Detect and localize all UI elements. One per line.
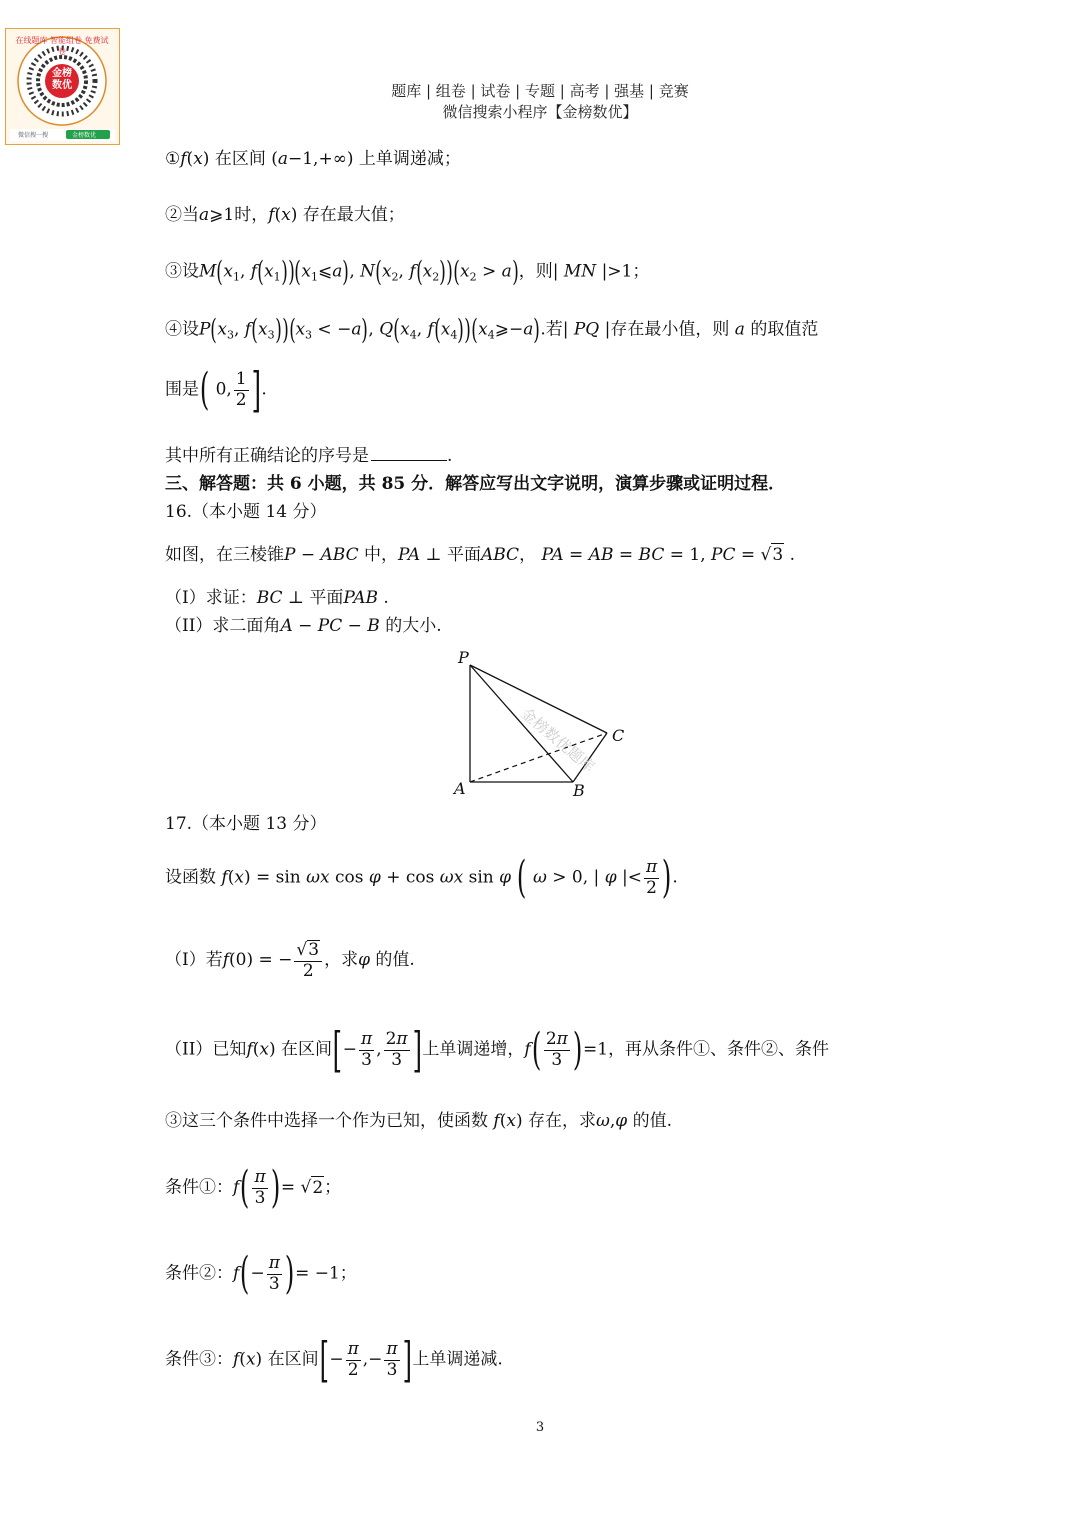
page-number: 3 xyxy=(535,1420,545,1435)
q16-stem-a: 如图，在三棱锥 xyxy=(165,545,284,565)
header-wechat: 微信搜索小程序【金榜数优】 xyxy=(442,103,638,121)
statement-2-tail: 存在最大值； xyxy=(302,205,405,225)
statement-1-tail: 上单调递减； xyxy=(358,149,461,169)
q17-part-2-tail2: ，再从条件①、条件②、条件 xyxy=(608,1039,830,1060)
answer-prompt-text: 其中所有正确结论的序号是 xyxy=(165,446,369,466)
fraction-pi-over-2: $\frac{\pi}{2}$ xyxy=(645,856,658,898)
q16-part-1-plane: 平面 xyxy=(309,588,344,608)
logo-center-line-1: 金榜 xyxy=(52,68,72,79)
statement-2-mid: 时， xyxy=(234,205,269,225)
figure-watermark: 金榜数优题库 xyxy=(517,704,598,776)
section-3-title: 三、解答题：共 6 小题，共 85 分．解答应写出文字说明，演算步骤或证明过程． xyxy=(165,474,786,494)
q16-part-2-label: （II）求二面角 xyxy=(165,616,281,636)
q16-part-2: （II）求二面角A − PC − B 的大小. xyxy=(165,616,442,636)
q17-part-2-cont: ③这三个条件中选择一个作为已知，使函数 f(x) 存在，求ω,φ 的值. xyxy=(165,1111,672,1131)
edge-PB xyxy=(470,665,573,782)
statement-1-mark: ① xyxy=(165,149,181,169)
header-nav: 题库 | 组卷 | 试卷 | 专题 | 高考 | 强基 | 竞赛 xyxy=(391,82,689,100)
fraction-neg-sqrt3-over-2: $\frac{√3}{2}$ xyxy=(294,940,322,981)
statement-2-mark: ②当 xyxy=(165,205,199,225)
condition-1-end: ； xyxy=(324,1177,342,1198)
q17-stem: 设函数 f(x) = sin ωx cos φ + cos ωx sin φ ( ω > 0, | φ |< $\frac{\pi}{2}$ ). xyxy=(165,852,678,903)
condition-2-end: ； xyxy=(339,1263,357,1284)
range-tail: . xyxy=(261,379,267,400)
logo-ring-text: 在线题库 智能组卷 免费试卷 xyxy=(15,36,109,56)
logo-footer-text: 微信搜一搜 xyxy=(18,132,49,139)
statement-4-mark: ④设 xyxy=(165,319,199,340)
q17-part-2-cont-b: 存在，求 xyxy=(527,1111,596,1131)
vertex-label-P: P xyxy=(458,648,469,667)
q16-stem: 如图，在三棱锥P − ABC 中，PA ⊥ 平面ABC， PA = AB = BC = 1, PC = √3 . xyxy=(165,543,795,568)
q17-part-2-cont-a: ③这三个条件中选择一个作为已知，使函数 xyxy=(165,1111,488,1131)
logo-center-line-2: 数优 xyxy=(52,80,72,91)
q17-part-1-tail2: 的值. xyxy=(375,950,415,971)
statement-4-tail2: 的取值范 xyxy=(750,319,819,340)
q16-stem-c: 平面 xyxy=(446,545,481,565)
q17-part-2-label: （II）已知 xyxy=(165,1039,247,1060)
q17-part-1: （I）若f(0) = − $\frac{√3}{2}$ ，求φ 的值. xyxy=(165,940,415,981)
statement-3-mark: ③设 xyxy=(165,261,199,282)
condition-3: 条件③：f(x) 在区间[− $\frac{\pi}{2}$ ,− $\frac{\pi}{3}$ ]上单调递减. xyxy=(165,1332,503,1388)
condition-2-label: 条件②： xyxy=(165,1263,233,1284)
q17-part-1-label: （I）若 xyxy=(165,950,223,971)
q17-part-2-tail: 上单调递增， xyxy=(422,1039,525,1060)
q16-part-2-tail: 的大小. xyxy=(385,616,442,636)
q17-part-2: （II）已知f(x) 在区间[− $\frac{\pi}{3}$ , $\frac{2\pi}{3}$ ]上单调递增，f( $\frac{2\pi}{3}$ )=1，再从条件①、条件②、条件 xyxy=(165,1022,830,1078)
condition-3-tail: 上单调递减. xyxy=(412,1349,503,1370)
vertex-label-C: C xyxy=(612,726,625,745)
q16-stem-b: 中， xyxy=(364,545,399,565)
q17-heading: 17.（本小题 13 分） xyxy=(165,814,327,834)
q16-heading: 16.（本小题 14 分） xyxy=(165,502,327,522)
statement-3: ③设$M(x_1$, $f(x_1))(x_1⩽a)$, $N(x_2$, $f(x_2))(x_2 > a)$，则| MN |>1； xyxy=(165,255,650,288)
answer-blank[interactable] xyxy=(371,459,447,461)
statement-4-tail: 存在最小值，则 xyxy=(610,319,730,340)
statement-4-range: 围是( 0, $\frac{1}{2}$ ]. xyxy=(165,362,267,418)
statement-4: ④设$P(x_3$, $f(x_3))(x_3 < -a)$, $Q(x_4$, $f(x_4))(x_4⩾-a)$.若| PQ |存在最小值，则 a 的取值范 xyxy=(165,313,819,346)
statement-4-mid: .若 xyxy=(540,319,563,340)
q17-part-1-tail: ，求 xyxy=(324,950,359,971)
condition-1-label: 条件①： xyxy=(165,1177,233,1198)
answer-prompt xyxy=(165,445,452,469)
condition-2: 条件②：f(− $\frac{\pi}{3}$ )= −1； xyxy=(165,1248,357,1299)
vertex-label-A: A xyxy=(454,779,466,798)
condition-3-mid: 在区间 xyxy=(267,1349,319,1370)
logo-footer-brand: 金榜数优 xyxy=(72,132,97,139)
q17-part-2-mid: 在区间 xyxy=(281,1039,333,1060)
condition-1: 条件①：f( $\frac{\pi}{3}$ )= √2； xyxy=(165,1162,342,1213)
vertex-label-B: B xyxy=(573,781,585,800)
q16-stem-d: ， xyxy=(519,545,537,565)
tetrahedron-figure xyxy=(440,645,640,805)
range-head: 围是 xyxy=(165,379,199,400)
q16-part-1-label: （I）求证： xyxy=(165,588,257,608)
q16-part-1: （I）求证：BC ⊥ 平面PAB . xyxy=(165,588,389,608)
statement-1: ①f(x) 在区间 (a−1,+∞) 上单调递减； xyxy=(165,149,461,169)
fraction-one-half: $\frac{1}{2}$ xyxy=(235,368,247,410)
condition-3-label: 条件③： xyxy=(165,1349,233,1370)
q17-part-2-cont-c: 的值. xyxy=(632,1111,672,1131)
answer-prompt-end: . xyxy=(447,446,453,466)
q17-stem-text: 设函数 xyxy=(165,867,216,888)
statement-2: ②当a⩾1时，f(x) 存在最大值； xyxy=(165,205,405,225)
statement-3-tail: ，则 xyxy=(518,261,553,282)
